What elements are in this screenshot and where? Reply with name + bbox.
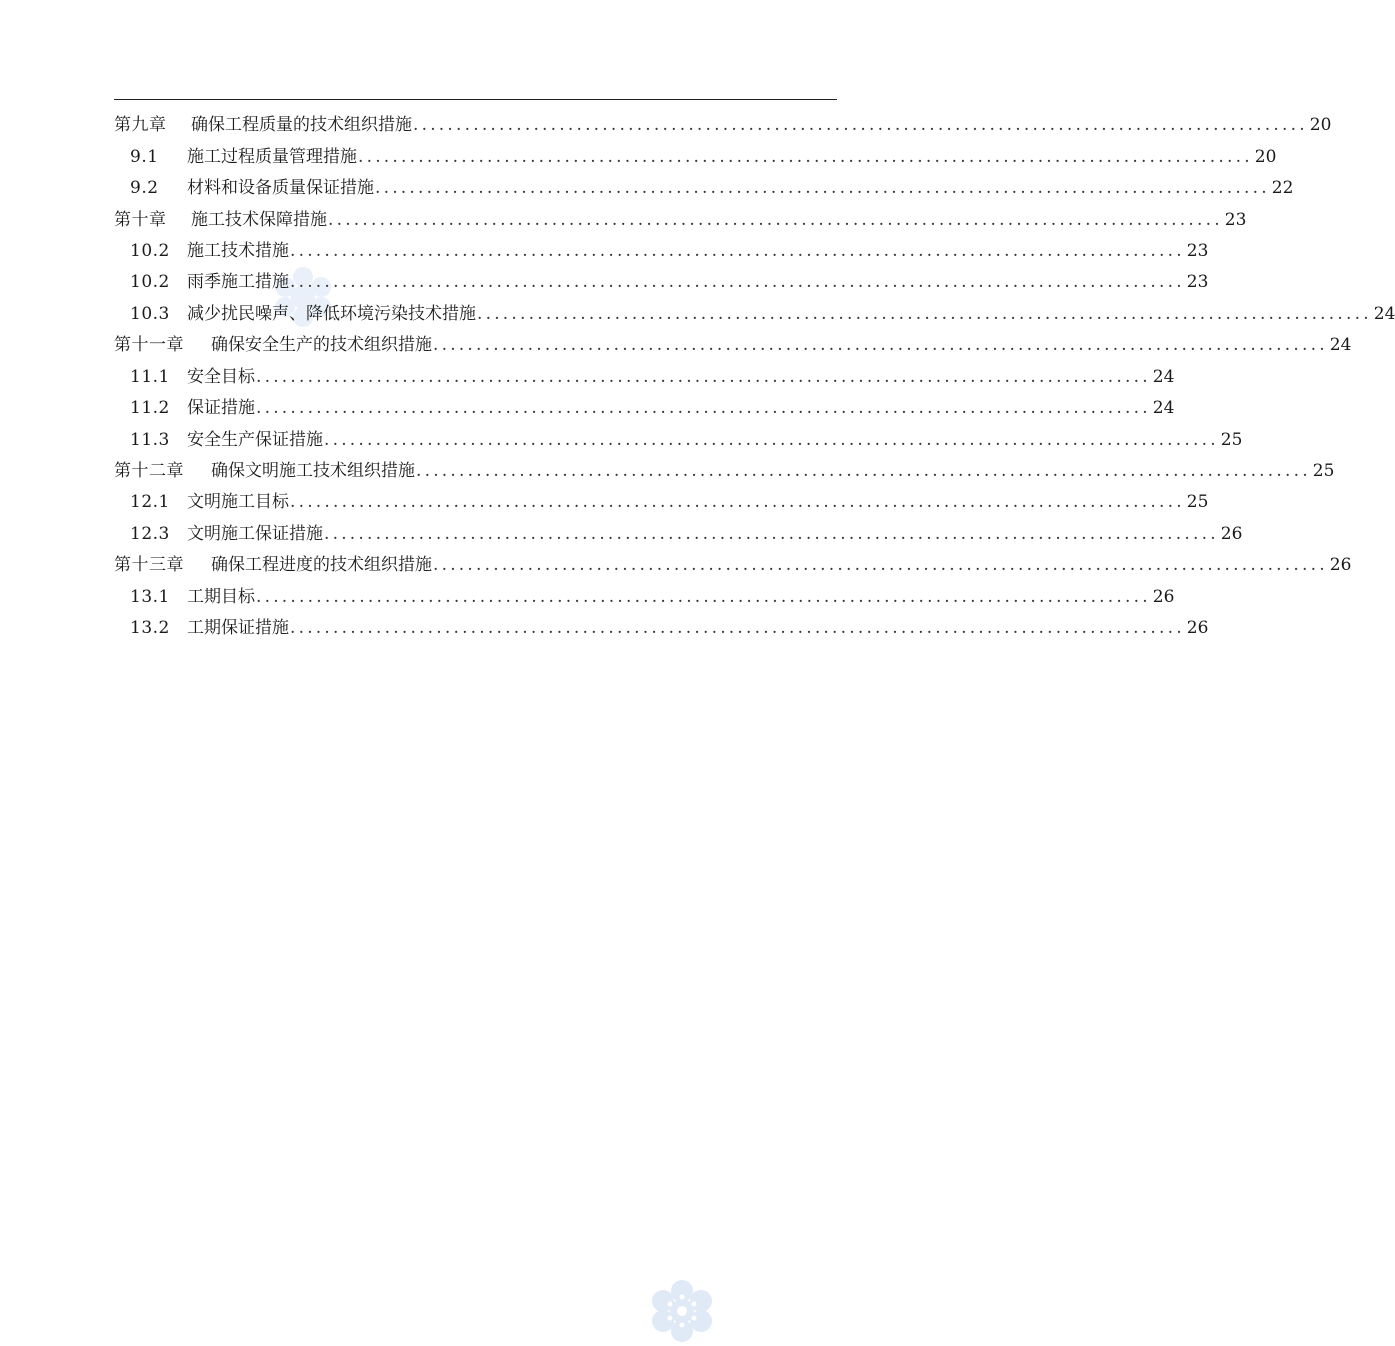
toc-entry-chapter[interactable] (114, 550, 1352, 581)
toc-dot-leader: ........................................................................................................ (433, 555, 1328, 576)
toc-entry-number: 11.2 (130, 398, 170, 419)
toc-entry-title: 确保工程质量的技术组织措施 (191, 115, 412, 136)
toc-entry-chapter[interactable] (114, 204, 1247, 235)
toc-entry-chapter[interactable] (114, 330, 1352, 361)
toc-entry-page: 25 (1220, 429, 1243, 450)
toc-dot-leader: ........................................................................................................ (413, 115, 1308, 136)
toc-dot-leader: ........................................................................................................ (358, 146, 1253, 167)
toc-entry-title: 工期保证措施 (187, 618, 289, 639)
toc-entry-page: 20 (1309, 115, 1332, 136)
toc-entry-section[interactable] (114, 519, 1243, 550)
toc-entry-number: 10.2 (130, 240, 170, 261)
toc-entry-page: 26 (1152, 586, 1175, 607)
toc-entry-section[interactable] (114, 267, 1209, 298)
toc-entry-number: 11.3 (130, 429, 170, 450)
toc-dot-leader: ........................................................................................................ (324, 429, 1219, 450)
toc-entry-title: 雨季施工措施 (187, 272, 289, 293)
toc-entry-page: 23 (1224, 209, 1247, 230)
toc-entry-number: 13.1 (130, 586, 170, 607)
toc-dot-leader: ........................................................................................................ (328, 209, 1223, 230)
toc-entry-page: 23 (1186, 240, 1209, 261)
toc-entry-page: 26 (1220, 523, 1243, 544)
toc-entry-title: 确保文明施工技术组织措施 (211, 461, 415, 482)
header-rule (114, 99, 837, 100)
toc-entry-chapter[interactable] (114, 456, 1335, 487)
toc-dot-leader: ........................................................................................................ (477, 303, 1372, 324)
toc-dot-leader: ........................................................................................................ (290, 240, 1185, 261)
toc-entry-section[interactable] (114, 393, 1175, 424)
toc-entry-title: 安全目标 (187, 366, 255, 387)
toc-entry-number: 10.2 (130, 272, 170, 293)
toc-entry-number: 12.1 (130, 492, 170, 513)
toc-entry-page: 24 (1373, 303, 1395, 324)
toc-entry-title: 确保安全生产的技术组织措施 (211, 335, 432, 356)
toc-entry-number: 11.1 (130, 366, 170, 387)
toc-entry-section[interactable] (114, 173, 1294, 204)
toc-entry-page: 22 (1271, 178, 1294, 199)
table-of-contents (114, 110, 1395, 644)
toc-dot-leader: ........................................................................................................ (375, 178, 1270, 199)
toc-entry-section[interactable] (114, 424, 1243, 455)
toc-dot-leader: ........................................................................................................ (256, 398, 1151, 419)
toc-entry-page: 23 (1186, 272, 1209, 293)
toc-entry-number: 第十二章 (114, 461, 184, 482)
toc-entry-title: 确保工程进度的技术组织措施 (211, 555, 432, 576)
toc-entry-page: 20 (1254, 146, 1277, 167)
toc-entry-title: 文明施工目标 (187, 492, 289, 513)
toc-entry-page: 24 (1152, 366, 1175, 387)
toc-dot-leader: ........................................................................................................ (433, 335, 1328, 356)
toc-entry-title: 工期目标 (187, 586, 255, 607)
toc-entry-chapter[interactable] (114, 110, 1332, 141)
toc-dot-leader: ........................................................................................................ (256, 366, 1151, 387)
toc-entry-section[interactable] (114, 299, 1395, 330)
toc-entry-section[interactable] (114, 236, 1209, 267)
toc-entry-number: 第十一章 (114, 335, 184, 356)
snowflake-watermark-icon (647, 1276, 717, 1346)
toc-entry-section[interactable] (114, 362, 1175, 393)
toc-dot-leader: ........................................................................................................ (290, 618, 1185, 639)
toc-entry-section[interactable] (114, 141, 1277, 172)
toc-entry-page: 25 (1186, 492, 1209, 513)
toc-entry-title: 施工技术保障措施 (191, 209, 327, 230)
toc-entry-page: 25 (1312, 461, 1335, 482)
toc-entry-title: 施工过程质量管理措施 (187, 146, 357, 167)
toc-dot-leader: ........................................................................................................ (290, 492, 1185, 513)
toc-entry-page: 26 (1186, 618, 1209, 639)
toc-dot-leader: ........................................................................................................ (416, 461, 1311, 482)
toc-entry-number: 第九章 (114, 115, 167, 136)
toc-entry-number: 10.3 (130, 303, 170, 324)
toc-entry-page: 24 (1329, 335, 1352, 356)
toc-entry-number: 第十三章 (114, 555, 184, 576)
toc-entry-number: 9.1 (130, 146, 159, 167)
toc-entry-section[interactable] (114, 487, 1209, 518)
toc-entry-title: 安全生产保证措施 (187, 429, 323, 450)
toc-entry-title: 施工技术措施 (187, 240, 289, 261)
toc-dot-leader: ........................................................................................................ (324, 523, 1219, 544)
toc-entry-title: 材料和设备质量保证措施 (187, 178, 374, 199)
toc-entry-number: 9.2 (130, 178, 159, 199)
toc-entry-page: 24 (1152, 398, 1175, 419)
toc-entry-title: 减少扰民噪声、降低环境污染技术措施 (187, 303, 476, 324)
toc-entry-number: 13.2 (130, 618, 170, 639)
toc-entry-title: 保证措施 (187, 398, 255, 419)
toc-dot-leader: ........................................................................................................ (256, 586, 1151, 607)
toc-entry-number: 12.3 (130, 523, 170, 544)
toc-entry-section[interactable] (114, 582, 1175, 613)
toc-entry-section[interactable] (114, 613, 1209, 644)
toc-entry-page: 26 (1329, 555, 1352, 576)
toc-entry-title: 文明施工保证措施 (187, 523, 323, 544)
toc-dot-leader: ........................................................................................................ (290, 272, 1185, 293)
toc-entry-number: 第十章 (114, 209, 167, 230)
